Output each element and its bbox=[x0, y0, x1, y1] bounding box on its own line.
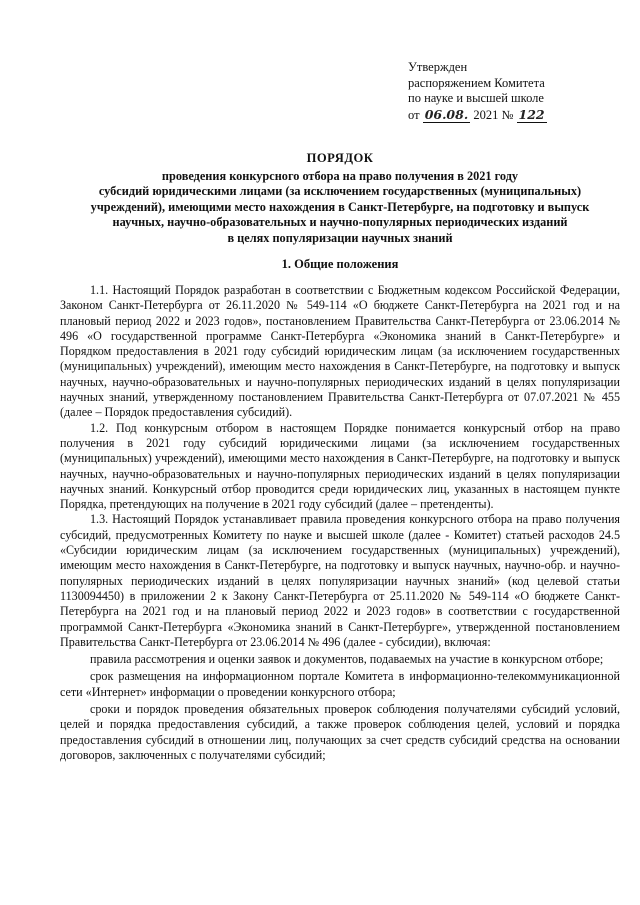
approval-date-prefix: от bbox=[408, 107, 420, 122]
approval-number-handwritten: 122 bbox=[518, 106, 545, 122]
title-line: научных, научно-образовательных и научно-популярных периодических изданий bbox=[112, 215, 568, 230]
title-line: учреждений), имеющими место нахождения в Санкт-Петербурге, на подготовку и выпуск bbox=[90, 199, 590, 214]
approval-date-line bbox=[408, 107, 608, 124]
approval-line-committee: по науке и высшей школе bbox=[408, 91, 544, 105]
title-line: проведения конкурсного отбора на право получения в 2021 году bbox=[161, 168, 519, 183]
title-line: в целях популяризации научных знаний bbox=[227, 230, 453, 245]
paragraph-1-3: 1.3. Настоящий Порядок устанавливает правила проведения конкурсного отбора на право получения субсидий, предусмотренных Комитету по науке и высшей школе (далее - Комитет) статьей расходов 24.5 «Субсидии юридическим лицам (за исключением государственных (муниципальных) учреждений), имеющим место нахождения в Санкт-Петербурге, на подготовку и выпуск научных, научно-обр. и научно-популярных периодических изданий в целях популяризации научных знаний» (код целевой статьи 1130094450) в приложении 2 к Закону Санкт-Петербурга от 25.11.2020 № 549-114 «О бюджете Санкт-Петербурга на 2021 год и на плановый период 2022 и 2023 годов» в соответствии с государственной программой Санкт-Петербурга «Экономика знаний в Санкт-Петербурге», утвержденной постановлением Правительства Санкт-Петербурга от 23.06.2014 № 496 (далее - субсидии), включая: bbox=[60, 512, 620, 649]
approval-stamp bbox=[408, 60, 608, 123]
list-item: правила рассмотрения и оценки заявок и документов, подаваемых на участие в конкурсном отборе; bbox=[90, 652, 604, 667]
document-title bbox=[60, 151, 620, 247]
approval-date-handwritten: 06.08. bbox=[424, 106, 469, 122]
approval-year: 2021 № bbox=[473, 107, 514, 122]
title-line: субсидий юридическими лицами (за исключением государственных (муниципальных) bbox=[98, 184, 582, 199]
paragraph-1-2: 1.2. Под конкурсным отбором в настоящем Порядке понимается конкурсный отбор на право получения в 2021 году субсидий юридическими лицами (за исключением государственных (муниципальных) учреждений), имеющими место нахождения в Санкт-Петербурге, на подготовку и выпуск научных, научно-образовательных и научно-популярных периодических изданий в целях популяризации научных знаний. Конкурсный отбор проводится среди юридических лиц, указанных в настоящем пункте Порядка, претендующих на получение в 2021 году субсидий (далее – претенденты). bbox=[60, 420, 620, 512]
list-item: срок размещения на информационном портале Комитета в информационно-телекоммуникационной сети «Интернет» информации о проведении конкурсного отбора; bbox=[60, 669, 620, 699]
approval-line-order: распоряжением Комитета bbox=[408, 75, 545, 90]
document-body bbox=[60, 283, 620, 763]
list-item: сроки и порядок проведения обязательных проверок соблюдения получателями субсидий условий, целей и порядка предоставления субсидий, а также проверок соблюдения целей, условий и порядка предоставления субсидий в отношении лиц, получающих за счет средств субсидий средства на основании договоров, заключенных с получателями субсидий; bbox=[60, 702, 620, 762]
approval-line-approved: Утвержден bbox=[408, 60, 468, 74]
section-heading: 1. Общие положения bbox=[281, 257, 399, 271]
document-heading: ПОРЯДОК bbox=[306, 151, 374, 165]
paragraph-1-1: 1.1. Настоящий Порядок разработан в соответствии с Бюджетным кодексом Российской Федерации, Законом Санкт-Петербурга от 26.11.2020 № 549-114 «О бюджете Санкт-Петербурга на 2021 год и на плановый период 2022 и 2023 годов», постановлением Правительства Санкт-Петербурга от 23.06.2014 № 496 «О государственной программе Санкт-Петербурга «Экономика знаний в Санкт-Петербурге» и Порядком предоставления в 2021 году субсидий юридическим лицам (за исключением государственных (муниципальных) учреждений), имеющим место нахождения в Санкт-Петербурге, на подготовку и выпуск научных, научно-образовательных и научно-популярных периодических изданий в целях популяризации научных знаний, утвержденному постановлением Правительства Санкт-Петербурга от 07.07.2021 № 455 (далее – Порядок предоставления субсидий). bbox=[60, 283, 620, 420]
